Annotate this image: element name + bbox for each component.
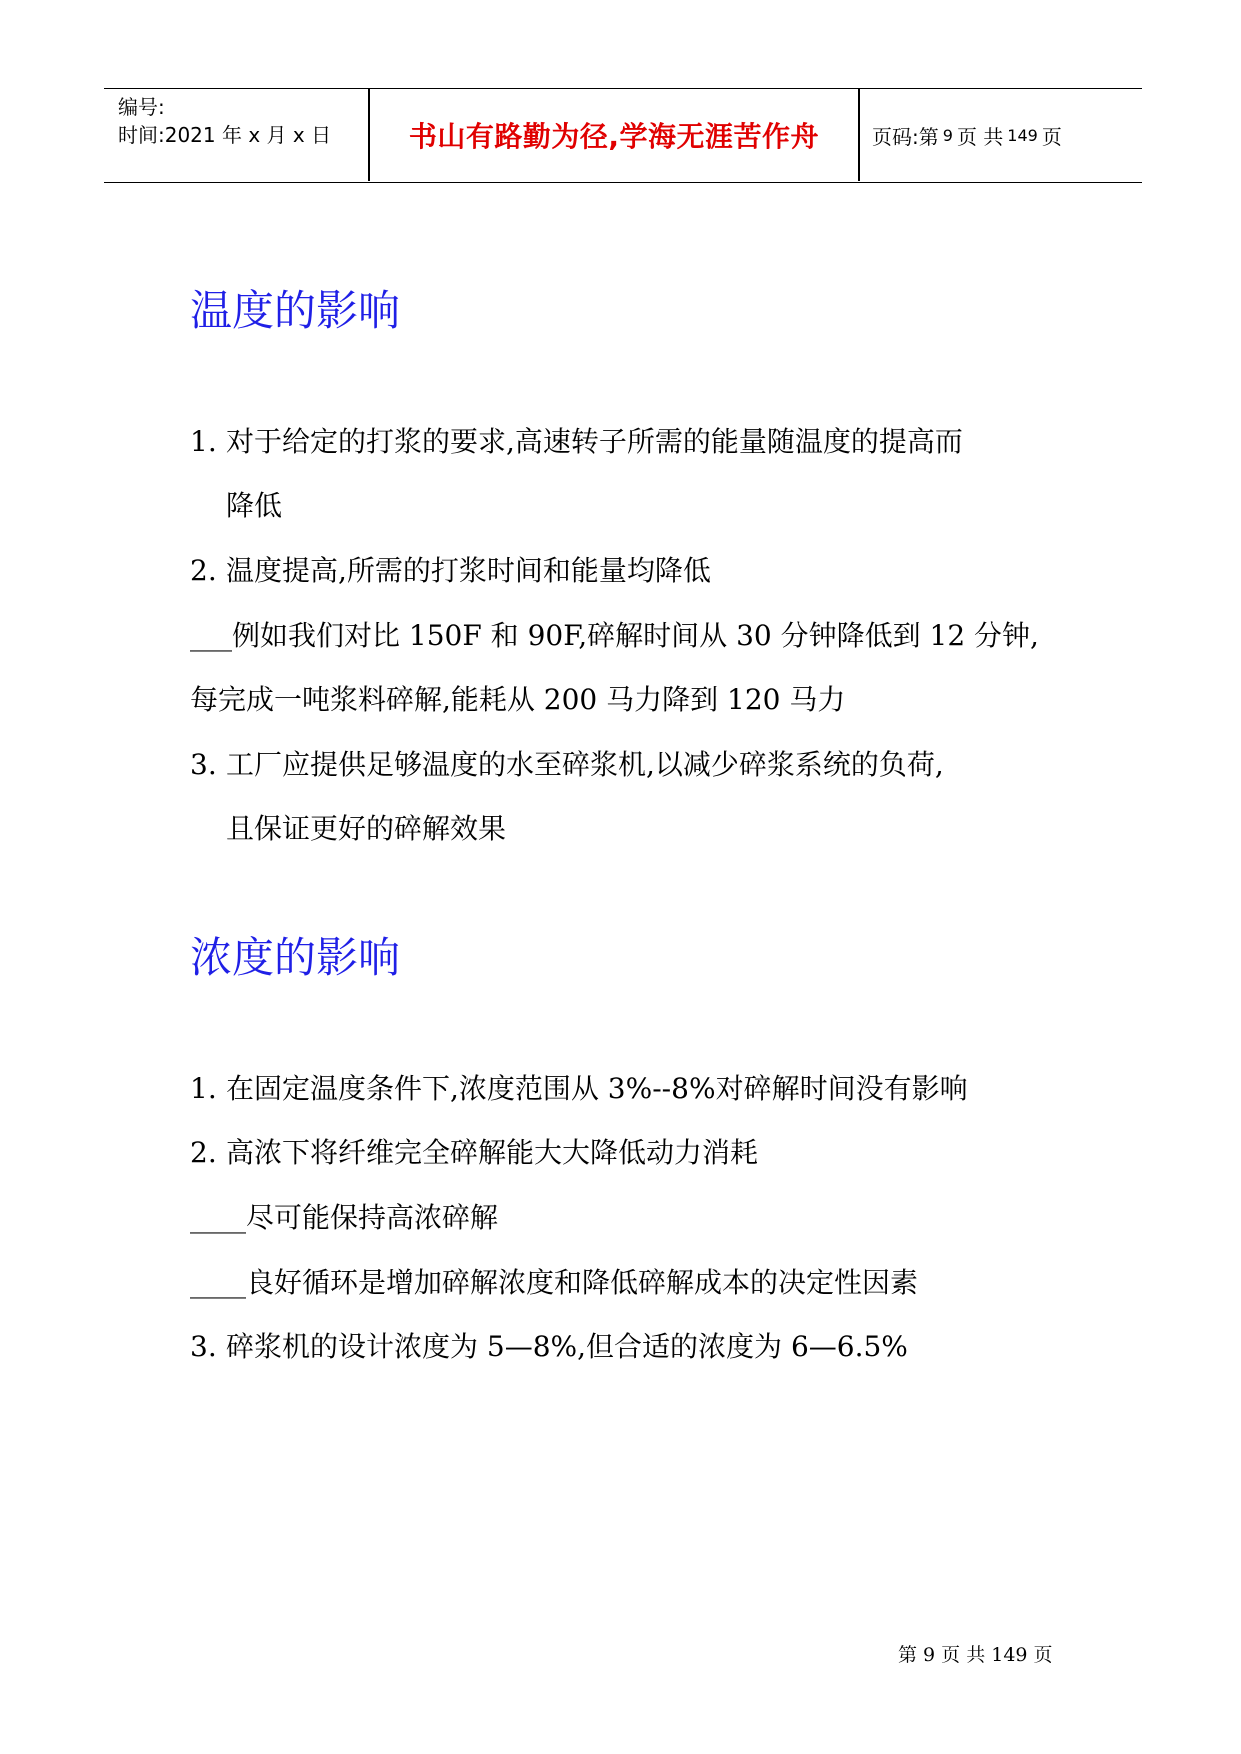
list-item: 3. 工厂应提供足够温度的水至碎浆机,以减少碎浆系统的负荷, [190,748,944,781]
paragraph-line: ____尽可能保持高浓碎解 [190,1201,499,1234]
paragraph-line: 每完成一吨浆料碎解,能耗从 200 马力降到 120 马力 [190,683,846,716]
list-item-continuation: 降低 [226,489,283,522]
serial-label: 编号: [118,95,165,119]
header-page-info [872,89,1062,181]
list-item-continuation: 且保证更好的碎解效果 [226,812,507,845]
page-suffix: 页 [1041,124,1062,149]
time-label: 时间:2021 年 x 月 x 日 [118,123,332,147]
section-title-concentration: 浓度的影响 [190,933,401,982]
list-item: 1. 对于给定的打浆的要求,高速转子所需的能量随温度的提高而 [190,425,963,458]
list-item: 3. 碎浆机的设计浓度为 5—8%,但合适的浓度为 6—6.5% [190,1330,908,1363]
section-title-temperature: 温度的影响 [190,286,401,335]
list-item: 2. 温度提高,所需的打浆时间和能量均降低 [190,554,711,587]
page-header [104,88,1142,183]
page-total: 149 [1007,125,1038,145]
page-footer: 第 9 页 共 149 页 [898,1644,1053,1666]
paragraph-line: ____良好循环是增加碎解浓度和降低碎解成本的决定性因素 [190,1266,919,1299]
page-number: 9 [942,125,953,145]
list-item: 2. 高浓下将纤维完全碎解能大大降低动力消耗 [190,1136,759,1169]
page-mid: 页 共 [956,124,1004,149]
header-divider [858,89,860,181]
page-prefix: 页码:第 [872,124,939,149]
list-item: 1. 在固定温度条件下,浓度范围从 3%--8%对碎解时间没有影响 [190,1072,968,1105]
header-motto: 书山有路勤为径,学海无涯苦作舟 [408,120,820,153]
header-meta [118,93,368,149]
paragraph-line: ___例如我们对比 150F 和 90F,碎解时间从 30 分钟降低到 12 分钟, [190,619,1039,652]
